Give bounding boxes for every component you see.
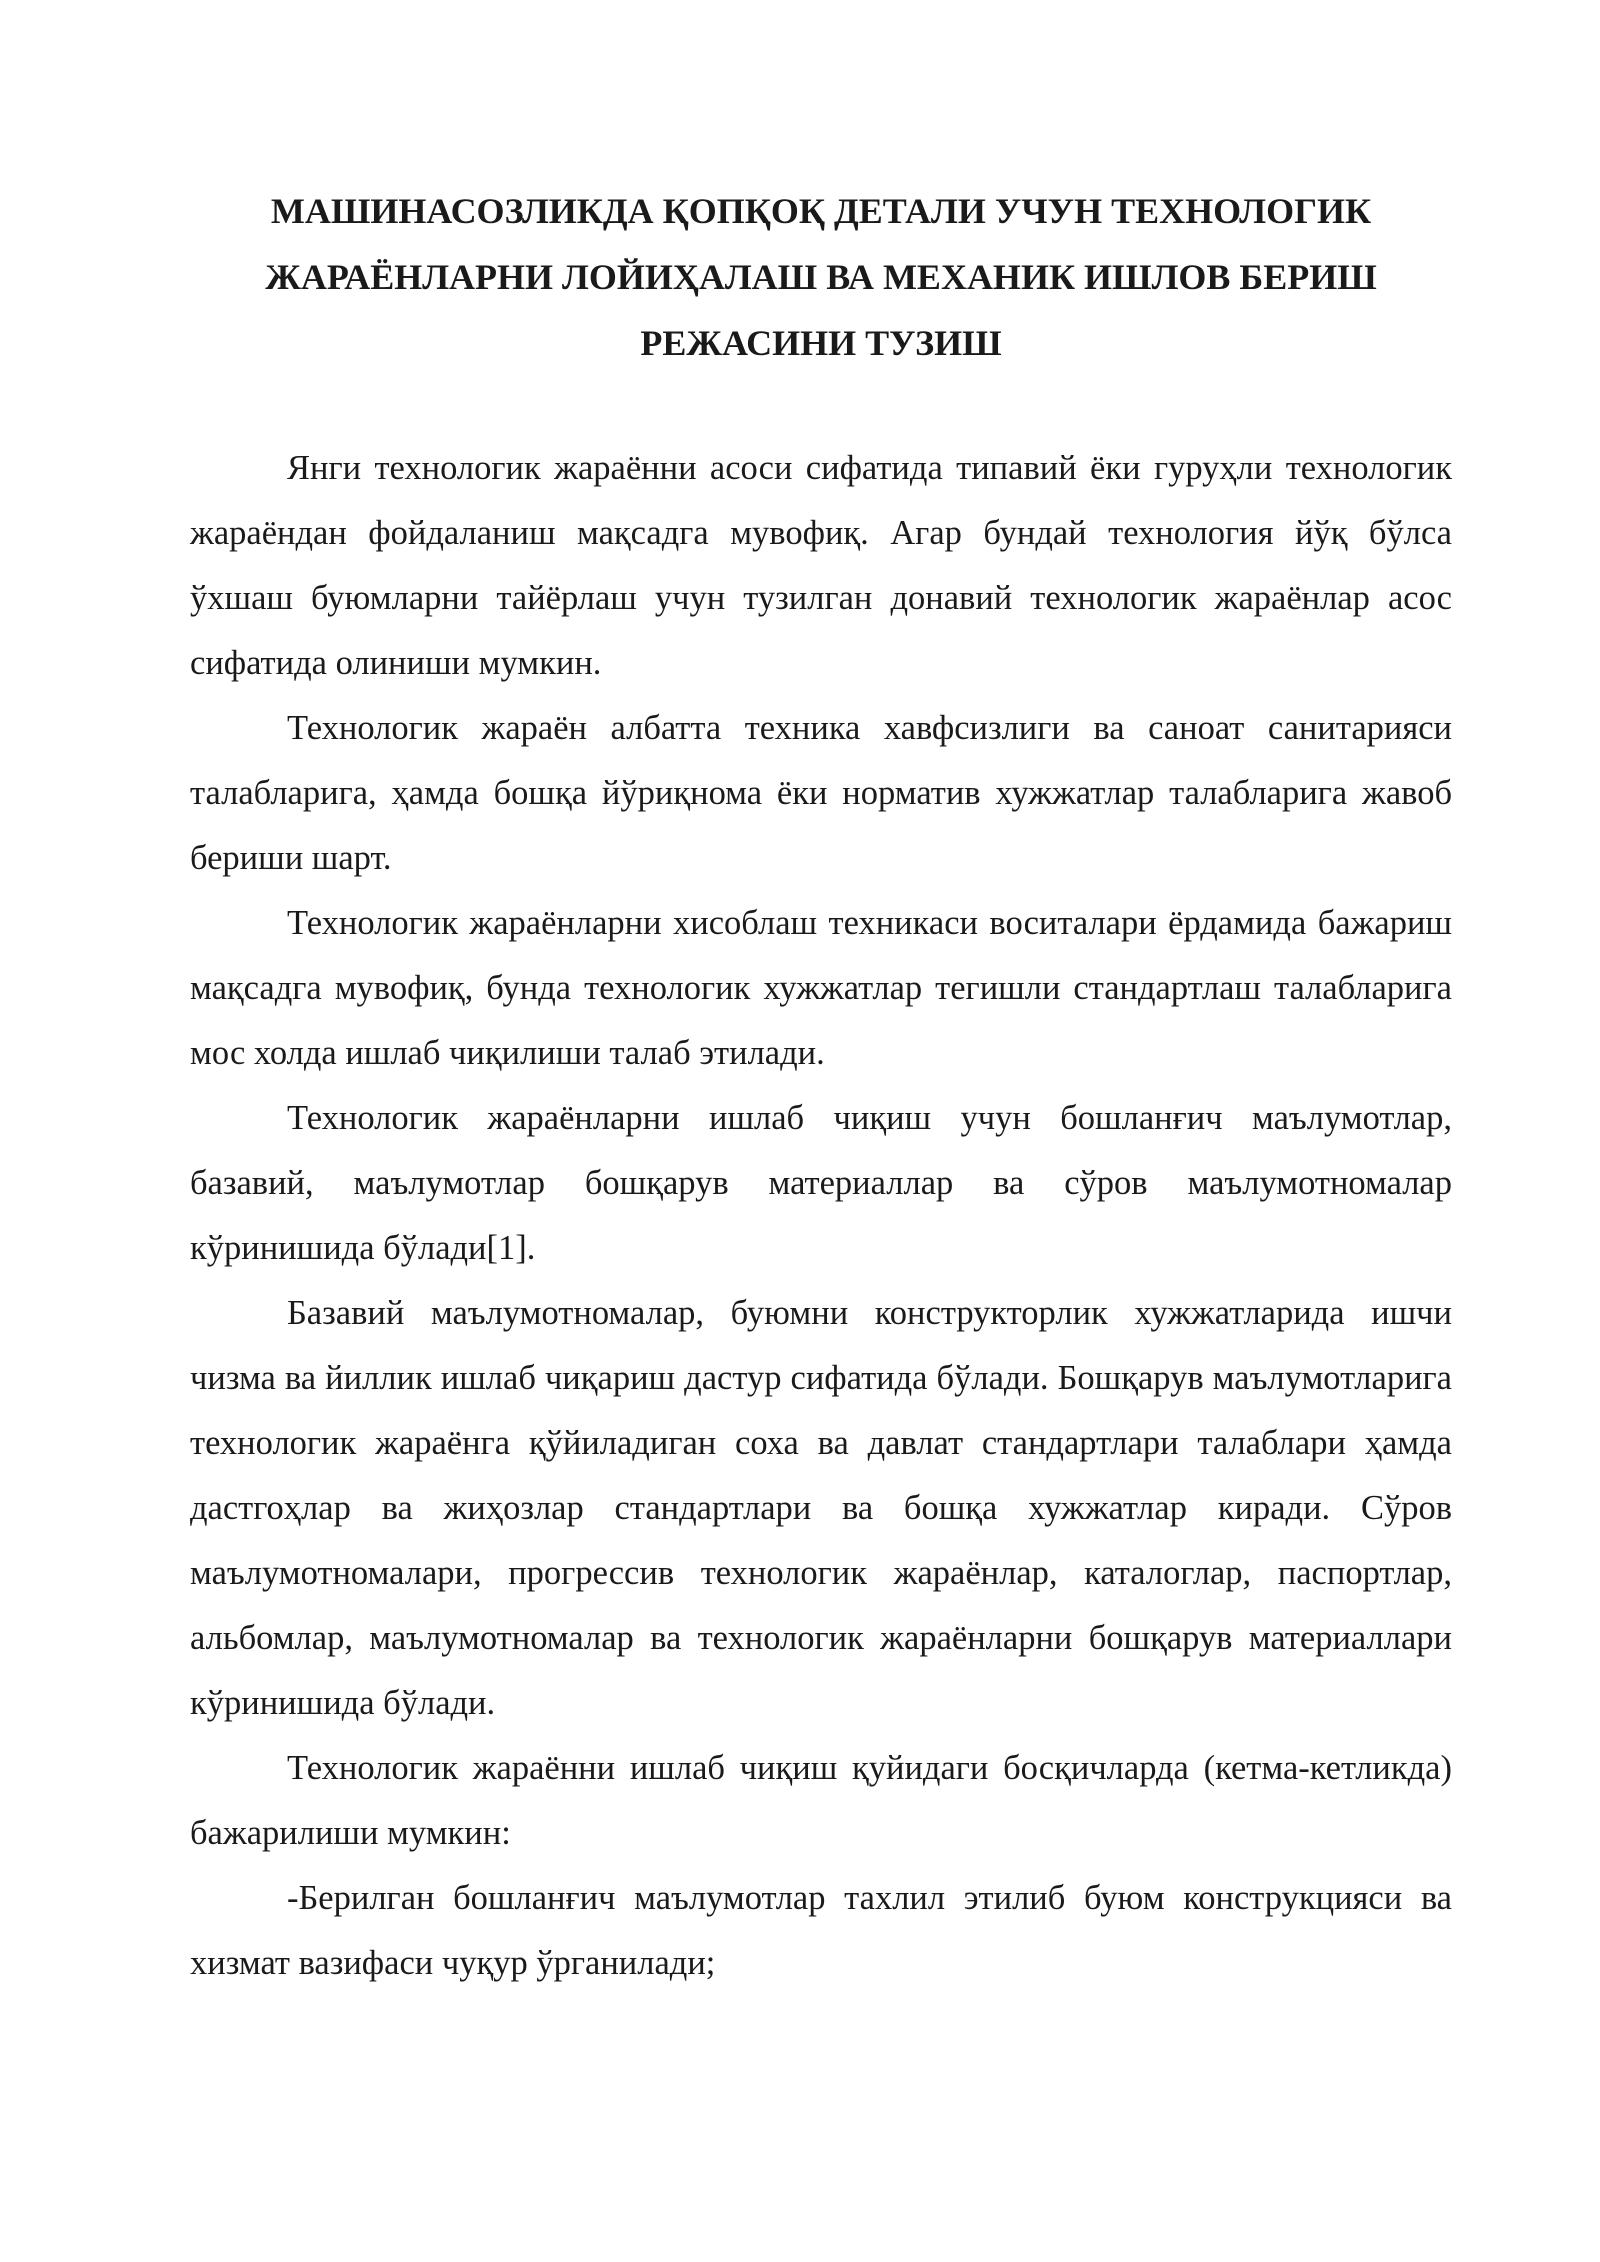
paragraph: Янги технологик жараённи асоси сифатида типавий ёки гуруҳли технологик жараёндан фойдаланиш мақсадга мувофиқ. Агар бундай технология йўқ бўлса ўхшаш буюмларни тайёрлаш учун тузилган донавий технологик жараёнлар асос сифатида олиниши мумкин. — [190, 449, 1452, 682]
document-title — [190, 178, 1452, 376]
paragraph: Базавий маълумотномалар, буюмни конструкторлик хужжатларида ишчи чизма ва йиллик ишлаб чиқариш дастур сифатида бўлади. Бошқарув маълумотларига технологик жараёнга қўйиладиган соха ва давлат стандартлари талаблари ҳамда дастгоҳлар ва жиҳозлар стандартлари ва бошқа хужжатлар киради. Сўров маълумотномалари, прогрессив технологик жараёнлар, каталоглар, паспортлар, альбомлар, маълумотномалар ва технологик жараёнларни бошқарув материаллари кўринишида бўлади. — [190, 1294, 1452, 1722]
title-line: МАШИНАСОЗЛИКДА ҚОПҚОҚ ДЕТАЛИ УЧУН ТЕХНОЛОГИК — [270, 191, 1372, 231]
document-page — [190, 178, 1452, 1996]
paragraph: Технологик жараён албатта техника хавфсизлиги ва саноат санитарияси талабларига, ҳамда бошқа йўриқнома ёки норматив хужжатлар талабларига жавоб бериши шарт. — [190, 709, 1452, 877]
paragraph: -Берилган бошланғич маълумотлар тахлил этилиб буюм конструкцияси ва хизмат вазифаси чуқур ўрганилади; — [190, 1879, 1452, 1982]
paragraph: Технологик жараёнларни ишлаб чиқиш учун бошланғич маълумотлар, базавий, маълумотлар бошқарув материаллар ва сўров маълумотномалар кўринишида бўлади[1]. — [190, 1099, 1452, 1267]
title-line: РЕЖАСИНИ ТУЗИШ — [640, 323, 1002, 363]
title-line: ЖАРАЁНЛАРНИ ЛОЙИҲАЛАШ ВА МЕХАНИК ИШЛОВ БЕРИШ — [265, 257, 1377, 297]
paragraph: Технологик жараённи ишлаб чиқиш қуйидаги босқичларда (кетма-кетликда) бажарилиши мумкин: — [190, 1749, 1452, 1852]
paragraph: Технологик жараёнларни хисоблаш техникаси воситалари ёрдамида бажариш мақсадга мувофиқ, бунда технологик хужжатлар тегишли стандартлаш талабларига мос холда ишлаб чиқилиши талаб этилади. — [190, 904, 1452, 1072]
